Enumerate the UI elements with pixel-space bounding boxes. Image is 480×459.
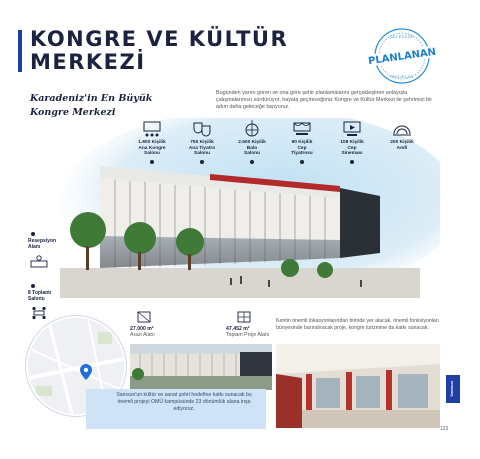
page-title-line2: MERKEZİ	[30, 50, 146, 74]
stamp-bottom-text: PROJELER	[390, 75, 414, 79]
feature-line2: Ana Tiyatro	[188, 145, 216, 151]
conference-hall-icon	[141, 120, 163, 138]
pocket-theater-icon	[291, 120, 313, 138]
stat-land-area	[130, 326, 155, 338]
planlanan-stamp-logo	[364, 26, 440, 86]
caption-left: Samsun'un kültür ve sanat şehri hedefine katkı sunacak bu önemli projeyi OMÜ kampüsünde 23 dönümlük alana inşa ediyoruz.	[116, 392, 252, 412]
feature-line1: 108 Kişilik	[340, 140, 364, 145]
meeting-room-icon	[30, 306, 48, 320]
feature-line2: Cep	[297, 145, 307, 151]
reception-icon	[30, 254, 48, 268]
feature-line2: Ana Kongre	[138, 145, 166, 151]
feature-line2: Balo	[246, 145, 258, 151]
feature-item	[332, 120, 372, 164]
feature-line1: 1.800 Kişilik	[138, 140, 166, 145]
caption-right: Kentin önemli lokasyonlarından birinde yer alacak, önemli fonksiyonları bünyesinde barındıracak proje, kongre turizmine da katkı sunacak.	[276, 318, 439, 331]
side-item-line2: Alanı	[28, 244, 41, 250]
subtitle-line2: Kongre Merkezi	[30, 107, 116, 118]
timeline-dot	[300, 160, 304, 164]
stat-label: Toplam Proje Alanı	[226, 332, 270, 338]
page-title-line1: KONGRE VE KÜLTÜR	[30, 27, 289, 51]
stat-label: Arazi Alanı	[130, 332, 155, 338]
feature-line1: 2.500 Kişilik	[238, 140, 266, 145]
feature-item	[282, 120, 322, 164]
stamp-main-text: PLANLANAN	[367, 46, 437, 68]
feature-line2: Cep	[347, 145, 357, 151]
page-title	[30, 28, 288, 74]
feature-line3: Tiyatrosu	[291, 151, 313, 157]
location-pin-icon	[80, 364, 92, 380]
intro-paragraph: Bugünden yarını gören ve ona göre şehir planlamalarını gerçekleştiren anlayışla çalışmalarımızı sürdürüyor, hayata geçireceğimiz Kongre ve Kültür Merkezi ile şehrimizi bir adım daha geleceğe taşıyoruz.	[216, 90, 433, 111]
timeline-dot	[200, 160, 204, 164]
timeline-dot	[150, 160, 154, 164]
side-item-line1: Resepsiyon	[28, 238, 57, 244]
interior-photo	[276, 344, 440, 428]
amphitheater-icon	[391, 120, 413, 138]
side-item-line1: 8 Toplantı	[28, 290, 52, 296]
page-number: 123	[440, 426, 449, 432]
side-item-reception	[28, 238, 56, 250]
disco-ball-icon	[241, 120, 263, 138]
stamp-top-text: GELECEĞE	[390, 35, 414, 39]
stat-value: 27.000 m²	[130, 326, 154, 332]
timeline-dot	[31, 232, 35, 236]
feature-line3: Salonu	[194, 151, 210, 157]
feature-line3: Salonu	[244, 151, 260, 157]
theater-masks-icon	[191, 120, 213, 138]
feature-item	[182, 120, 222, 164]
section-tab	[446, 375, 460, 403]
feature-line3: Salonu	[144, 151, 160, 157]
section-tab-label: Samsun	[449, 381, 454, 397]
side-item-meeting	[28, 290, 51, 302]
side-item-line2: Salonu	[28, 296, 45, 302]
timeline-dot	[350, 160, 354, 164]
feature-line1: 750 Kişilik	[190, 140, 214, 145]
feature-line1: 90 Kişilik	[291, 140, 313, 145]
land-area-icon	[136, 310, 152, 324]
feature-list	[132, 120, 432, 180]
timeline-dot	[250, 160, 254, 164]
subtitle	[30, 92, 152, 120]
feature-line3: Sineması	[341, 151, 363, 157]
stat-value: 47.452 m²	[226, 326, 250, 332]
cinema-screen-icon	[341, 120, 363, 138]
feature-line2: Amfi	[396, 145, 408, 151]
feature-item	[232, 120, 272, 164]
timeline-dot	[31, 284, 35, 288]
feature-item	[132, 120, 172, 164]
building-photo-small	[130, 344, 272, 390]
title-accent-bar	[18, 30, 22, 72]
feature-line1: 200 Kişilik	[390, 140, 414, 145]
subtitle-line1: Karadeniz'in En Büyük	[30, 93, 153, 104]
feature-item	[382, 120, 422, 151]
project-area-icon	[236, 310, 252, 324]
stat-project-area	[226, 326, 269, 338]
